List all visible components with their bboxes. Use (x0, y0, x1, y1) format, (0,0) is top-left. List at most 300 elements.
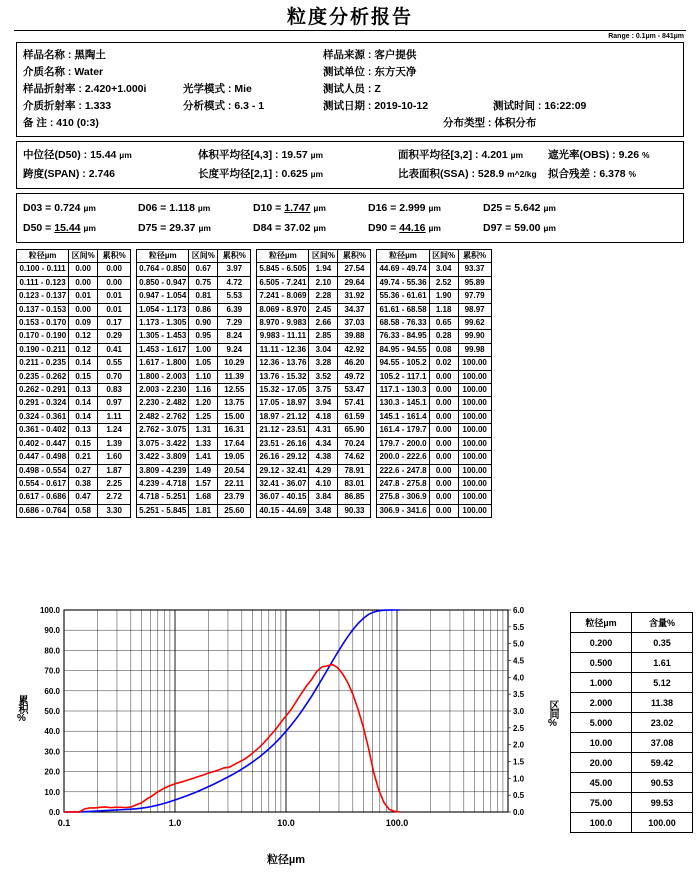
table-row (17, 451, 131, 464)
cell-diameter: 8.970 - 9.983 (257, 317, 309, 330)
table-row (137, 303, 251, 316)
cell-interval: 3.94 (309, 397, 338, 410)
cell-interval: 0.90 (189, 317, 218, 330)
cell-cumulative: 99.98 (458, 343, 491, 356)
cell-diameter: 1.305 - 1.453 (137, 330, 189, 343)
percentile-label: D16 = (368, 202, 397, 214)
cell-interval: 0.67 (189, 263, 218, 276)
d32-label: 面积平均径[3,2] : (398, 149, 479, 161)
distribution-table (376, 249, 491, 518)
cell-cumulative: 16.31 (218, 424, 251, 437)
cell-interval: 0.00 (429, 437, 458, 450)
table-row (137, 290, 251, 303)
cell-cumulative: 93.37 (458, 263, 491, 276)
cell-diameter: 0.361 - 0.402 (17, 424, 69, 437)
d43-label: 体积平均径[4,3] : (198, 149, 279, 161)
cell-interval: 0.00 (429, 424, 458, 437)
cell-cumulative: 98.97 (458, 303, 491, 316)
cell-interval: 2.66 (309, 317, 338, 330)
svg-text:1.0: 1.0 (513, 774, 525, 784)
medium-ri-value: 1.333 (84, 100, 112, 112)
test-time-label: 测试时间 : (493, 100, 542, 112)
medium-ri-label: 介质折射率 : (23, 100, 82, 112)
svg-text:30.0: 30.0 (44, 747, 60, 757)
cell-cumulative: 70.24 (338, 437, 371, 450)
cell-diameter: 5.000 (571, 713, 632, 733)
medium-name-label: 介质名称 : (23, 66, 72, 78)
cell-interval: 0.14 (69, 397, 98, 410)
cell-diameter: 130.3 - 145.1 (377, 397, 429, 410)
cell-cumulative: 17.64 (218, 437, 251, 450)
svg-text:80.0: 80.0 (44, 646, 60, 656)
distribution-tables (16, 249, 684, 518)
cell-diameter: 8.069 - 8.970 (257, 303, 309, 316)
cell-cumulative: 11.39 (218, 370, 251, 383)
chart-svg (16, 600, 556, 850)
table-row (17, 410, 131, 423)
cell-cumulative: 10.29 (218, 357, 251, 370)
table-row (377, 410, 491, 423)
cell-cumulative: 37.03 (338, 317, 371, 330)
table-row (17, 276, 131, 289)
svg-text:1.0: 1.0 (168, 818, 182, 828)
cell-interval: 0.15 (69, 437, 98, 450)
sample-name-label: 样品名称 : (23, 49, 72, 61)
percentile-value: 0.724 (54, 202, 81, 214)
cell-cumulative: 39.88 (338, 330, 371, 343)
table-row (137, 330, 251, 343)
cell-diameter: 7.241 - 8.069 (257, 290, 309, 303)
cell-interval: 0.00 (429, 384, 458, 397)
cell-interval: 0.02 (429, 357, 458, 370)
svg-text:1.5: 1.5 (513, 757, 525, 767)
cell-interval: 0.47 (69, 491, 98, 504)
table-row (257, 477, 371, 490)
ssa-label: 比表面积(SSA) : (398, 168, 475, 180)
cell-diameter: 0.123 - 0.137 (17, 290, 69, 303)
percentile-label: D50 = (23, 222, 52, 234)
cell-interval: 3.04 (429, 263, 458, 276)
table-row (257, 317, 371, 330)
cell-cumulative: 7.29 (218, 317, 251, 330)
cell-interval: 0.13 (69, 424, 98, 437)
table-row (17, 343, 131, 356)
percentile-value: 59.00 (514, 222, 541, 234)
cell-diameter: 76.33 - 84.95 (377, 330, 429, 343)
cell-diameter: 4.718 - 5.251 (137, 491, 189, 504)
table-row (137, 437, 251, 450)
operator-value: Z (374, 83, 381, 95)
cell-content: 90.53 (632, 773, 693, 793)
svg-text:100.0: 100.0 (385, 818, 409, 828)
cell-cumulative: 61.59 (338, 410, 371, 423)
cell-content: 100.00 (632, 813, 693, 833)
cell-cumulative: 0.00 (98, 276, 131, 289)
cell-cumulative: 1.39 (98, 437, 131, 450)
table-row (137, 504, 251, 517)
percentile-unit: µm (198, 223, 211, 233)
cell-diameter: 0.617 - 0.686 (17, 491, 69, 504)
table-row (257, 357, 371, 370)
percentile-unit: µm (428, 223, 441, 233)
percentile-label: D25 = (483, 202, 512, 214)
cell-cumulative: 34.37 (338, 303, 371, 316)
optical-mode-label: 光学模式 : (183, 83, 232, 95)
column-header: 粒径µm (17, 250, 69, 263)
test-date-label: 测试日期 : (323, 100, 372, 112)
sample-source-label: 样品来源 : (323, 49, 372, 61)
column-header: 粒径µm (571, 613, 632, 633)
table-row (137, 491, 251, 504)
cell-cumulative: 100.00 (458, 424, 491, 437)
analysis-mode-value: 6.3 - 1 (234, 100, 265, 112)
percentile-item (483, 198, 598, 218)
cell-interval: 0.01 (69, 290, 98, 303)
percentile-value: 15.44 (54, 222, 81, 234)
operator-label: 测试人员 : (323, 83, 372, 95)
cell-content: 11.38 (632, 693, 693, 713)
percentile-value: 1.118 (169, 202, 195, 214)
cell-diameter: 1.173 - 1.305 (137, 317, 189, 330)
percentile-value: 44.16 (399, 222, 426, 234)
cell-interval: 0.00 (429, 451, 458, 464)
percentile-label: D03 = (23, 202, 52, 214)
cell-diameter: 12.36 - 13.76 (257, 357, 309, 370)
cell-cumulative: 1.24 (98, 424, 131, 437)
percentile-label: D90 = (368, 222, 397, 234)
cell-interval: 0.14 (69, 357, 98, 370)
cell-diameter: 0.402 - 0.447 (17, 437, 69, 450)
column-header: 区间% (429, 250, 458, 263)
cell-cumulative: 65.90 (338, 424, 371, 437)
cell-cumulative: 20.54 (218, 464, 251, 477)
table-row (17, 504, 131, 517)
cell-cumulative: 83.01 (338, 477, 371, 490)
cell-diameter: 0.291 - 0.324 (17, 397, 69, 410)
cell-interval: 1.05 (189, 357, 218, 370)
cell-cumulative: 100.00 (458, 384, 491, 397)
cell-cumulative: 0.70 (98, 370, 131, 383)
svg-text:60.0: 60.0 (44, 686, 60, 696)
cell-cumulative: 13.75 (218, 397, 251, 410)
cell-diameter: 9.983 - 11.11 (257, 330, 309, 343)
cell-cumulative: 100.00 (458, 504, 491, 517)
table-row (17, 263, 131, 276)
svg-text:10.0: 10.0 (44, 787, 60, 797)
cell-diameter: 275.8 - 306.9 (377, 491, 429, 504)
cell-cumulative: 100.00 (458, 451, 491, 464)
cell-cumulative: 8.24 (218, 330, 251, 343)
cell-diameter: 1.617 - 1.800 (137, 357, 189, 370)
cell-interval: 1.10 (189, 370, 218, 383)
cell-interval: 0.15 (69, 370, 98, 383)
range-label: Range : 0.1µm - 841µm (608, 33, 684, 40)
cell-diameter: 0.170 - 0.190 (17, 330, 69, 343)
cell-diameter: 306.9 - 341.6 (377, 504, 429, 517)
cell-interval: 2.52 (429, 276, 458, 289)
percentile-label: D75 = (138, 222, 167, 234)
content-table (570, 612, 693, 833)
cell-interval: 4.10 (309, 477, 338, 490)
d50-value: 15.44 (90, 149, 117, 161)
cell-diameter: 21.12 - 23.51 (257, 424, 309, 437)
cell-interval: 3.48 (309, 504, 338, 517)
svg-text:0.1: 0.1 (57, 818, 71, 828)
cell-interval: 1.20 (189, 397, 218, 410)
residual-unit: % (628, 169, 637, 179)
svg-text:4.0: 4.0 (513, 673, 525, 683)
sample-info-box (16, 42, 684, 137)
cell-diameter: 100.0 (571, 813, 632, 833)
cell-diameter: 0.686 - 0.764 (17, 504, 69, 517)
table-row (137, 424, 251, 437)
table-row (137, 357, 251, 370)
cell-diameter: 84.95 - 94.55 (377, 343, 429, 356)
cell-interval: 3.04 (309, 343, 338, 356)
table-row (17, 464, 131, 477)
cell-diameter: 0.200 (571, 633, 632, 653)
table-row (137, 464, 251, 477)
cell-interval: 1.00 (189, 343, 218, 356)
cell-interval: 1.18 (429, 303, 458, 316)
table-row (257, 370, 371, 383)
cell-interval: 0.81 (189, 290, 218, 303)
d43-unit: µm (310, 150, 324, 160)
cell-diameter: 145.1 - 161.4 (377, 410, 429, 423)
table-row (377, 357, 491, 370)
cell-cumulative: 19.05 (218, 451, 251, 464)
percentile-unit: µm (543, 203, 556, 213)
cell-cumulative: 99.90 (458, 330, 491, 343)
cell-cumulative: 0.83 (98, 384, 131, 397)
cell-cumulative: 9.24 (218, 343, 251, 356)
distribution-chart (16, 600, 556, 865)
sample-info-row (23, 47, 677, 64)
percentile-unit: µm (83, 203, 96, 213)
cell-diameter: 0.447 - 0.498 (17, 451, 69, 464)
cell-interval: 0.14 (69, 410, 98, 423)
percentile-value: 1.747 (284, 202, 311, 214)
table-row (257, 437, 371, 450)
test-time-value: 16:22:09 (544, 100, 587, 112)
obs-value: 9.26 (618, 149, 640, 161)
ssa-unit: m^2/kg (507, 169, 537, 179)
table-row (257, 491, 371, 504)
cell-interval: 2.28 (309, 290, 338, 303)
cell-cumulative: 6.39 (218, 303, 251, 316)
cell-cumulative: 86.85 (338, 491, 371, 504)
distribution-table (16, 249, 131, 518)
cell-diameter: 0.100 - 0.111 (17, 263, 69, 276)
cell-interval: 0.00 (429, 464, 458, 477)
table-row (257, 424, 371, 437)
percentile-value: 5.642 (514, 202, 541, 214)
cell-diameter: 3.809 - 4.239 (137, 464, 189, 477)
d21-value: 0.625 (281, 168, 308, 180)
column-header: 累积% (218, 250, 251, 263)
chart-xlabel: 粒径µm (266, 854, 306, 866)
sample-info-row (23, 81, 677, 98)
cell-diameter: 200.0 - 222.6 (377, 451, 429, 464)
distribution-table (136, 249, 251, 518)
table-row (257, 343, 371, 356)
cell-cumulative: 57.41 (338, 397, 371, 410)
cell-interval: 3.28 (309, 357, 338, 370)
cell-interval: 4.38 (309, 451, 338, 464)
svg-text:20.0: 20.0 (44, 767, 60, 777)
cell-cumulative: 74.62 (338, 451, 371, 464)
column-header: 含量% (632, 613, 693, 633)
cell-interval: 0.13 (69, 384, 98, 397)
percentile-label: D10 = (253, 202, 282, 214)
cell-diameter: 18.97 - 21.12 (257, 410, 309, 423)
table-row (377, 276, 491, 289)
table-row (17, 477, 131, 490)
cell-diameter: 0.190 - 0.211 (17, 343, 69, 356)
percentile-item (23, 218, 138, 238)
sample-ri-value: 2.420+1.000i (84, 83, 147, 95)
cell-diameter: 13.76 - 15.32 (257, 370, 309, 383)
column-header: 区间% (69, 250, 98, 263)
cell-diameter: 0.235 - 0.262 (17, 370, 69, 383)
remark-value: 410 (0:3) (56, 117, 99, 129)
cell-diameter: 23.51 - 26.16 (257, 437, 309, 450)
table-row (257, 290, 371, 303)
cell-content: 23.02 (632, 713, 693, 733)
cell-diameter: 0.111 - 0.123 (17, 276, 69, 289)
percentile-unit: µm (543, 223, 556, 233)
table-row (17, 491, 131, 504)
table-row (377, 370, 491, 383)
percentile-value: 2.999 (399, 202, 426, 214)
ssa-value: 528.9 (477, 168, 505, 180)
cell-cumulative: 1.11 (98, 410, 131, 423)
cell-diameter: 32.41 - 36.07 (257, 477, 309, 490)
cell-diameter: 5.845 - 6.505 (257, 263, 309, 276)
cell-diameter: 0.211 - 0.235 (17, 357, 69, 370)
cell-cumulative: 0.17 (98, 317, 131, 330)
svg-text:4.5: 4.5 (513, 656, 525, 666)
cell-interval: 3.75 (309, 384, 338, 397)
percentile-item (368, 198, 483, 218)
cell-diameter: 0.498 - 0.554 (17, 464, 69, 477)
cell-cumulative: 49.72 (338, 370, 371, 383)
sample-ri-label: 样品折射率 : (23, 83, 82, 95)
cell-content: 37.08 (632, 733, 693, 753)
cell-cumulative: 2.25 (98, 477, 131, 490)
cell-diameter: 161.4 - 179.7 (377, 424, 429, 437)
percentile-item (23, 198, 138, 218)
cell-cumulative: 100.00 (458, 491, 491, 504)
svg-text:90.0: 90.0 (44, 626, 60, 636)
svg-text:70.0: 70.0 (44, 666, 60, 676)
svg-text:3.5: 3.5 (513, 690, 525, 700)
d50-unit: µm (119, 150, 132, 160)
medium-name-value: Water (74, 66, 104, 78)
table-row (377, 263, 491, 276)
cell-cumulative: 27.54 (338, 263, 371, 276)
optical-mode-value: Mie (234, 83, 252, 95)
cell-interval: 1.81 (189, 504, 218, 517)
table-row (377, 437, 491, 450)
test-date-value: 2019-10-12 (374, 100, 429, 112)
cell-cumulative: 100.00 (458, 357, 491, 370)
distribution-type-label: 分布类型 : (443, 117, 492, 129)
cell-cumulative: 0.01 (98, 303, 131, 316)
column-header: 累积% (458, 250, 491, 263)
cell-diameter: 0.137 - 0.153 (17, 303, 69, 316)
cell-interval: 0.00 (69, 303, 98, 316)
table-row (571, 633, 693, 653)
cell-interval: 1.41 (189, 451, 218, 464)
column-header: 累积% (98, 250, 131, 263)
cell-interval: 3.84 (309, 491, 338, 504)
cell-cumulative: 46.20 (338, 357, 371, 370)
cell-diameter: 0.153 - 0.170 (17, 317, 69, 330)
cell-cumulative: 0.55 (98, 357, 131, 370)
cell-diameter: 45.00 (571, 773, 632, 793)
cell-diameter: 94.55 - 105.2 (377, 357, 429, 370)
cell-interval: 0.00 (429, 477, 458, 490)
cell-interval: 1.90 (429, 290, 458, 303)
d21-unit: µm (310, 169, 324, 179)
cell-interval: 1.25 (189, 410, 218, 423)
table-row (571, 733, 693, 753)
cell-content: 59.42 (632, 753, 693, 773)
cell-diameter: 29.12 - 32.41 (257, 464, 309, 477)
cell-interval: 2.10 (309, 276, 338, 289)
cell-diameter: 68.58 - 76.33 (377, 317, 429, 330)
cell-interval: 2.45 (309, 303, 338, 316)
percentile-label: D97 = (483, 222, 512, 234)
residual-value: 6.378 (599, 168, 626, 180)
table-row (17, 290, 131, 303)
cell-interval: 0.00 (429, 397, 458, 410)
svg-text:2.5: 2.5 (513, 723, 525, 733)
cell-diameter: 49.74 - 55.36 (377, 276, 429, 289)
cell-interval: 0.28 (429, 330, 458, 343)
cell-cumulative: 2.72 (98, 491, 131, 504)
test-unit-value: 东方天净 (374, 66, 417, 78)
table-row (257, 410, 371, 423)
percentile-item (138, 218, 253, 238)
cell-diameter: 44.69 - 49.74 (377, 263, 429, 276)
cell-interval: 0.00 (429, 491, 458, 504)
cell-diameter: 1.453 - 1.617 (137, 343, 189, 356)
table-row (377, 384, 491, 397)
cell-diameter: 26.16 - 29.12 (257, 451, 309, 464)
table-row (257, 330, 371, 343)
svg-text:5.5: 5.5 (513, 622, 525, 632)
d32-value: 4.201 (481, 149, 508, 161)
table-row (377, 317, 491, 330)
sample-info-row (23, 115, 677, 132)
table-row (571, 713, 693, 733)
cell-cumulative: 15.00 (218, 410, 251, 423)
cell-interval: 1.68 (189, 491, 218, 504)
percentile-row-2 (23, 218, 677, 238)
cell-diameter: 1.054 - 1.173 (137, 303, 189, 316)
cell-cumulative: 100.00 (458, 477, 491, 490)
table-row (17, 303, 131, 316)
cell-diameter: 1.800 - 2.003 (137, 370, 189, 383)
percentile-value: 37.02 (284, 222, 311, 234)
table-row (377, 477, 491, 490)
cell-diameter: 17.05 - 18.97 (257, 397, 309, 410)
table-row (377, 330, 491, 343)
table-row (377, 290, 491, 303)
cell-diameter: 4.239 - 4.718 (137, 477, 189, 490)
